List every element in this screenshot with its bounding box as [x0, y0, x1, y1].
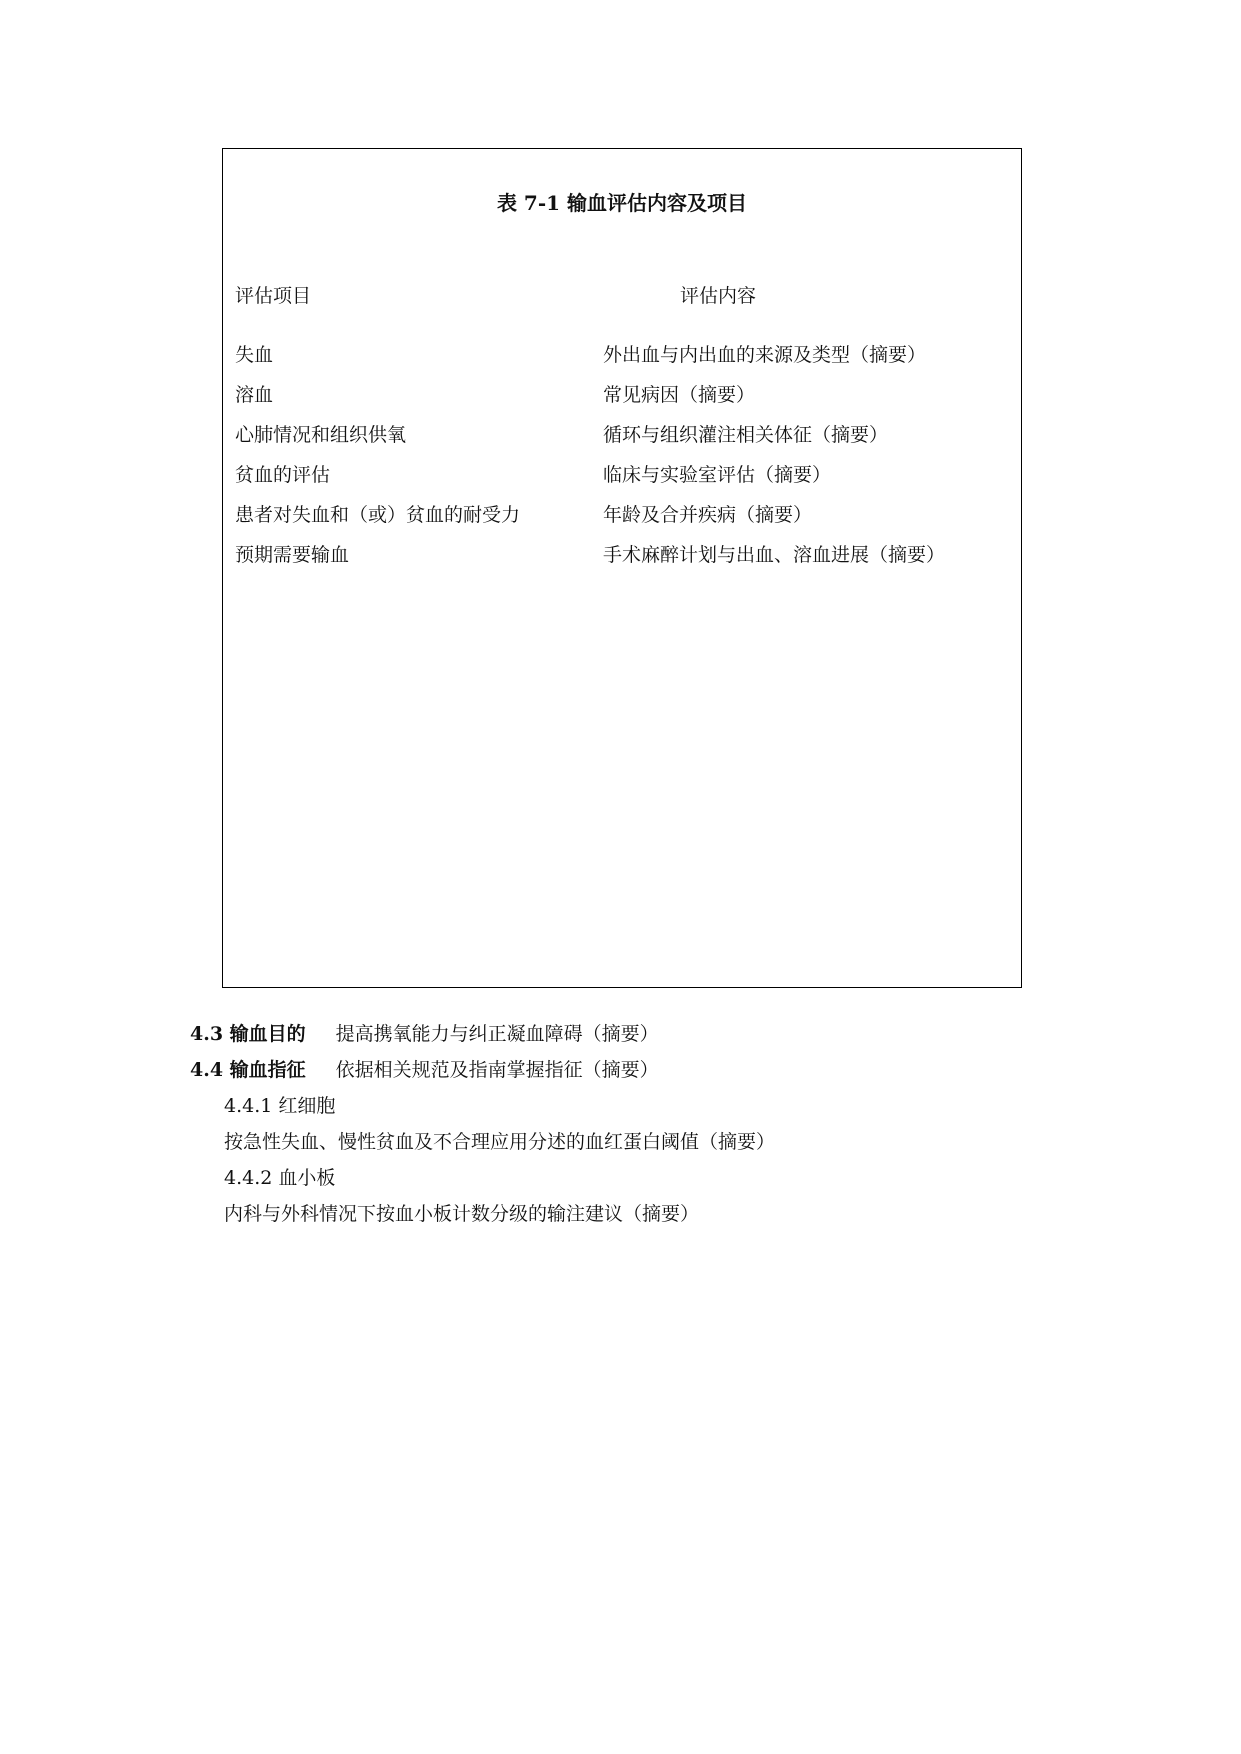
subsection-summary: 内科与外科情况下按血小板计数分级的输注建议（摘要）: [224, 1203, 700, 1225]
section-heading: 4.4 输血指征: [190, 1059, 306, 1081]
subsection-heading: 4.4.2 血小板: [224, 1167, 336, 1189]
column-header-content: 评估内容: [680, 285, 757, 307]
table-row: [223, 459, 1021, 491]
row-content: 外出血与内出血的来源及类型（摘要）: [603, 344, 927, 366]
row-item: 失血: [235, 344, 274, 366]
table-rows: [223, 339, 1021, 579]
section-summary: 提高携氧能力与纠正凝血障碍（摘要）: [335, 1023, 659, 1045]
row-item: 心肺情况和组织供氧: [235, 424, 407, 446]
table-row: [223, 379, 1021, 411]
row-content: 手术麻醉计划与出血、溶血进展（摘要）: [603, 544, 946, 566]
body-text: [190, 1018, 1050, 1234]
section-indication: [190, 1054, 1050, 1086]
row-content: 年龄及合并疾病（摘要）: [603, 504, 813, 526]
row-content: 临床与实验室评估（摘要）: [603, 464, 832, 486]
row-content: 常见病因（摘要）: [603, 384, 756, 406]
table-row: [223, 539, 1021, 571]
table-row: [223, 419, 1021, 451]
row-content: 循环与组织灌注相关体征（摘要）: [603, 424, 889, 446]
row-item: 溶血: [235, 384, 274, 406]
subsection-heading: 4.4.1 红细胞: [224, 1095, 336, 1117]
row-item: 患者对失血和（或）贫血的耐受力: [235, 504, 521, 526]
assessment-table: [222, 148, 1022, 988]
section-heading: 4.3 输血目的: [190, 1023, 306, 1045]
row-item: 贫血的评估: [235, 464, 331, 486]
section-purpose: [190, 1018, 1050, 1050]
subsection-summary: 按急性失血、慢性贫血及不合理应用分述的血红蛋白阈值（摘要）: [224, 1131, 776, 1153]
table-row: [223, 499, 1021, 531]
section-summary: 依据相关规范及指南掌握指征（摘要）: [335, 1059, 659, 1081]
table-row: [223, 339, 1021, 371]
column-header-item: 评估项目: [235, 285, 312, 307]
row-item: 预期需要输血: [235, 544, 350, 566]
table-title: 表 7-1 输血评估内容及项目: [496, 191, 748, 215]
